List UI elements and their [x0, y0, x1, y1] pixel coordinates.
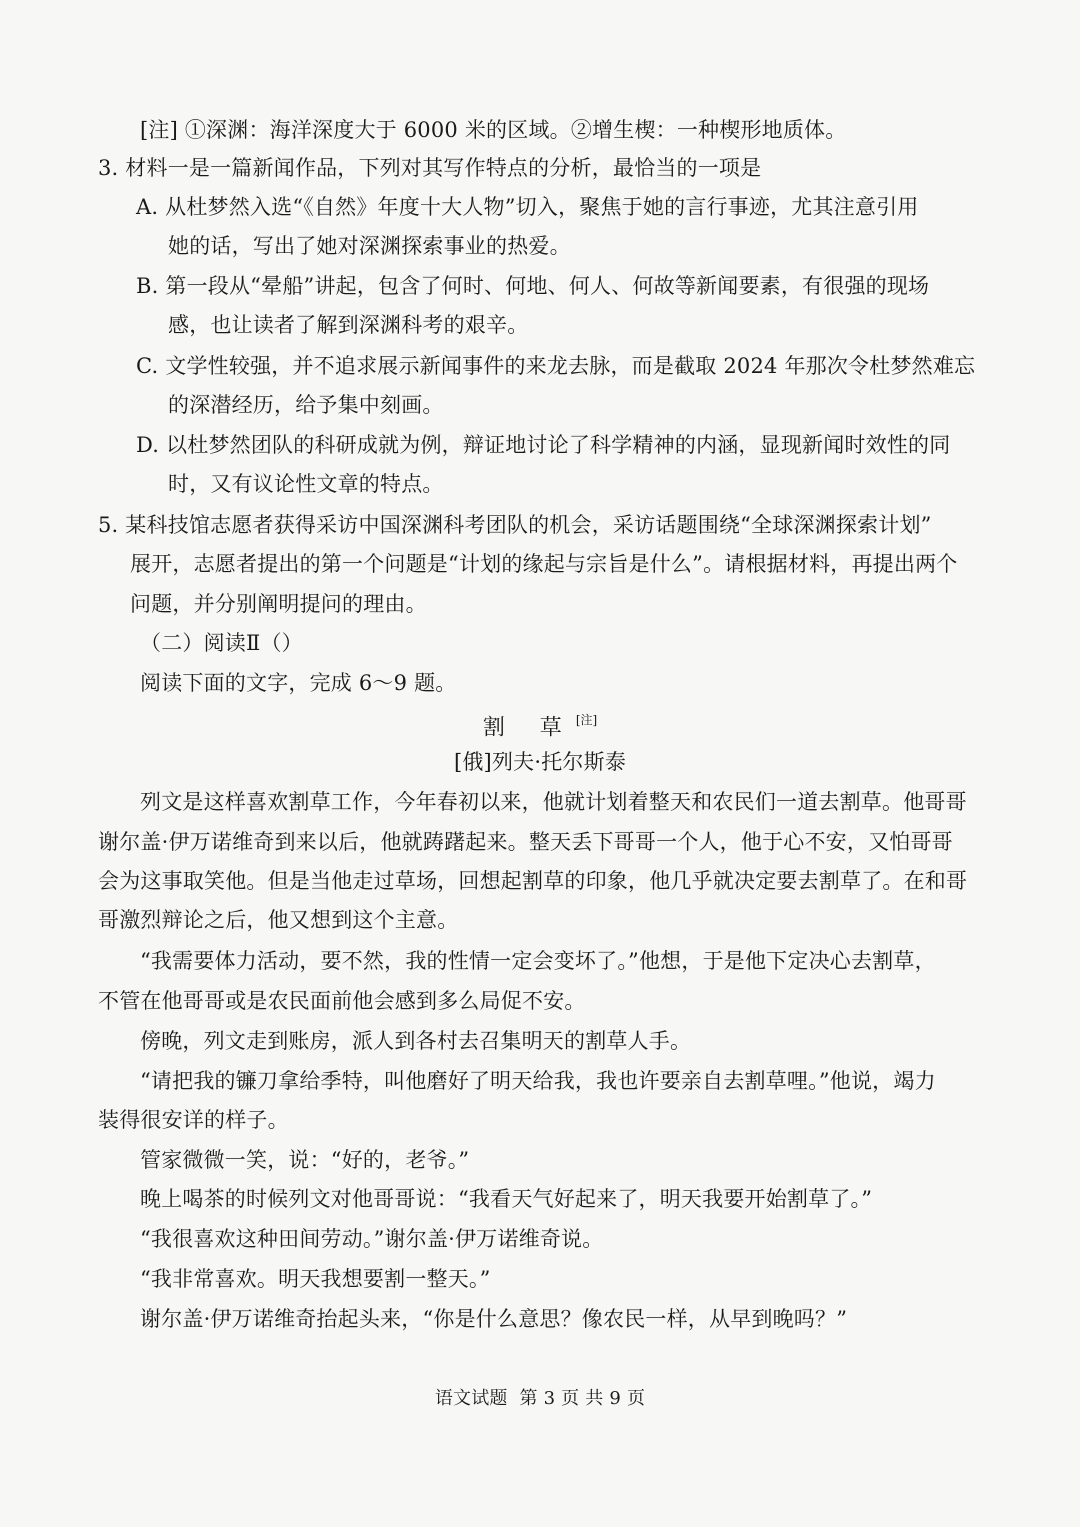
- option-c-line-2: 的深潜经历，给予集中刻画。: [168, 393, 444, 417]
- page-footer: 语文试题 第 3 页 共 9 页: [434, 1388, 646, 1409]
- story-title-text: 割 草: [482, 715, 576, 741]
- question-5-line-2: 展开，志愿者提出的第一个问题是“计划的缘起与宗旨是什么”。请根据材料，再提出两个: [130, 552, 958, 576]
- option-a-line-2: 她的话，写出了她对深渊探索事业的热爱。: [168, 234, 571, 258]
- story-line-8: “请把我的镰刀拿给季特，叫他磨好了明天给我，我也许要亲自去割草哩。”他说，竭力: [140, 1069, 936, 1093]
- option-b-line-2: 感，也让读者了解到深渊科考的艰辛。: [168, 313, 529, 337]
- story-line-7: 傍晚，列文走到账房，派人到各村去召集明天的割草人手。: [140, 1029, 692, 1053]
- option-a-line-1: A. 从杜梦然入选“《自然》年度十大人物”切入，聚焦于她的言行事迹，尤其注意引用: [136, 195, 919, 219]
- story-line-13: “我非常喜欢。明天我想要割一整天。”: [140, 1267, 491, 1291]
- story-line-4: 哥激烈辩论之后，他又想到这个主意。: [98, 908, 459, 932]
- story-line-2: 谢尔盖·伊万诺维奇到来以后，他就踌躇起来。整天丢下哥哥一个人，他于心不安，又怕哥哥: [98, 830, 953, 854]
- story-line-11: 晚上喝茶的时候列文对他哥哥说：“我看天气好起来了，明天我要开始割草了。”: [140, 1187, 873, 1211]
- story-line-14: 谢尔盖·伊万诺维奇抬起头来，“你是什么意思？像农民一样，从早到晚吗？”: [140, 1307, 848, 1331]
- story-line-9: 装得很安详的样子。: [98, 1108, 289, 1132]
- question-5-line-3: 问题，并分别阐明提问的理由。: [130, 592, 427, 616]
- option-c-line-1: C. 文学性较强，并不追求展示新闻事件的来龙去脉，而是截取 2024 年那次令杜梦然难忘: [136, 354, 976, 378]
- story-line-10: 管家微微一笑，说：“好的，老爷。”: [140, 1148, 470, 1172]
- question-5-line-1: 5. 某科技馆志愿者获得采访中国深渊科考团队的机会，采访话题围绕“全球深渊探索计划”: [98, 513, 932, 537]
- question-3-stem: 3. 材料一是一篇新闻作品，下列对其写作特点的分析，最恰当的一项是: [98, 156, 762, 180]
- story-title-note: [注]: [575, 713, 598, 727]
- section-instruction: 阅读下面的文字，完成 6～9 题。: [140, 671, 457, 695]
- story-line-5: “我需要体力活动，要不然，我的性情一定会变坏了。”他想，于是他下定决心去割草，: [140, 949, 936, 973]
- section-heading: （二）阅读Ⅱ（）: [140, 631, 303, 655]
- option-b-line-1: B. 第一段从“晕船”讲起，包含了何时、何地、何人、何故等新闻要素，有很强的现场: [136, 274, 930, 298]
- story-author: [俄]列夫·托尔斯泰: [453, 750, 627, 774]
- story-line-3: 会为这事取笑他。但是当他走过草场，回想起割草的印象，他几乎就决定要去割草了。在和哥: [98, 869, 968, 893]
- story-title: [0, 708, 1080, 742]
- note-line: [注] ①深渊：海洋深度大于 6000 米的区域。②增生楔：一种楔形地质体。: [140, 118, 847, 142]
- story-line-6: 不管在他哥哥或是农民面前他会感到多么局促不安。: [98, 989, 586, 1013]
- story-line-1: 列文是这样喜欢割草工作，今年春初以来，他就计划着整天和农民们一道去割草。他哥哥: [140, 790, 967, 814]
- option-d-line-2: 时，又有议论性文章的特点。: [168, 472, 444, 496]
- option-d-line-1: D. 以杜梦然团队的科研成就为例，辩证地讨论了科学精神的内涵，显现新闻时效性的同: [136, 433, 951, 457]
- story-line-12: “我很喜欢这种田间劳动。”谢尔盖·伊万诺维奇说。: [140, 1227, 604, 1251]
